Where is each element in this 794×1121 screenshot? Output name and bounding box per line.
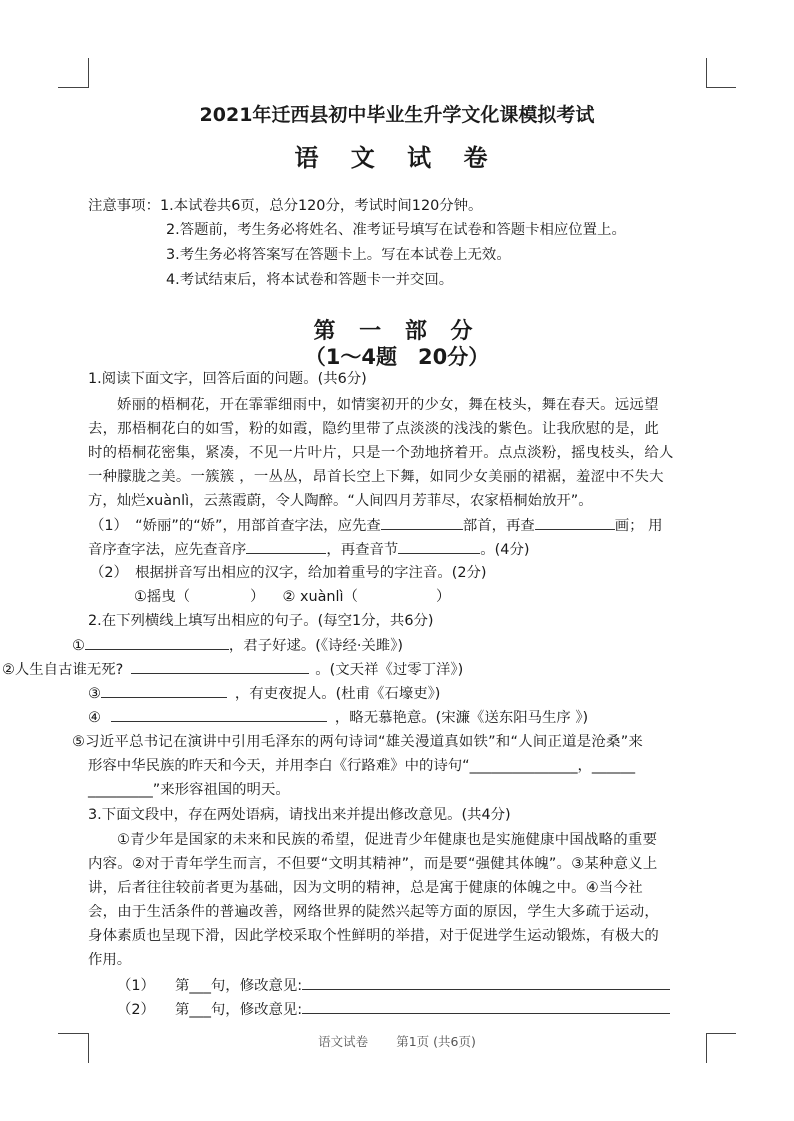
- notice-line-1: [88, 196, 482, 216]
- q1-sub2-close: ）: [435, 589, 451, 605]
- q3-passage-line: 会，由于生活条件的普遍改善，网络世界的陡然兴起等方面的原因，学生大多疏于运动，: [88, 904, 659, 920]
- q1-stem: 1.阅读下面文字，回答后面的问题。(共6分): [88, 371, 367, 387]
- answer-blank-strokes[interactable]: [535, 515, 615, 530]
- q2-text: ，君子好逑。(《诗经·关雎》): [228, 638, 403, 654]
- q3-answer-label: 第___句，修改意见:: [174, 978, 303, 994]
- q3-answer-label: 第___句，修改意见:: [174, 1002, 303, 1018]
- crop-mark-top-left-v: [88, 58, 89, 88]
- q1-sub1-text: （1） “娇丽”的“娇”，用部首查字法，应先查: [90, 518, 381, 534]
- q2-marker: ④: [88, 710, 101, 726]
- q3-passage-line: ①青少年是国家的未来和民族的希望，促进青少年健康也是实施健康中国战略的重要: [117, 832, 658, 848]
- q3-passage-line: 内容。②对于青年学生而言，不但要“文明其精神”，而是要“强健其体魄”。③某种意义上: [88, 856, 658, 872]
- answer-blank-revision-1[interactable]: [302, 975, 670, 990]
- q1-sub1-text: 。(4分): [480, 542, 530, 558]
- q1-sub2: （2） 根据拼音写出相应的汉字，给加着重号的字注音。(2分): [90, 565, 487, 581]
- q2-line-5: ⑤习近平总书记在演讲中引用毛泽东的两句诗词“雄关漫道真如铁”和“人间正道是沧桑”来: [72, 734, 644, 750]
- notice-item: 3.考生务必将答案写在答题卡上。写在本试卷上无效。: [166, 247, 511, 263]
- q3-answer-1: [117, 975, 670, 996]
- q1-sub2-answers: [134, 587, 450, 607]
- q2-marker: ③: [88, 686, 101, 702]
- q2-text: ，有吏夜捉人。(杜甫《石壕吏》): [234, 686, 441, 702]
- q2-line-4: [88, 707, 588, 728]
- exam-title: 2021年迁西县初中毕业生升学文化课模拟考试: [199, 104, 595, 126]
- q2-marker: ①: [72, 638, 85, 654]
- answer-blank-radical[interactable]: [381, 515, 463, 530]
- part-subtitle: （1～4题 20分）: [304, 345, 490, 369]
- q1-sub1-line-2: [88, 539, 529, 560]
- notice-label: 注意事项：: [88, 198, 160, 214]
- q3-answer-num: （1）: [117, 978, 155, 994]
- q3-answer-num: （2）: [117, 1002, 155, 1018]
- footer-page-number: 第1页 (共6页): [396, 1034, 476, 1049]
- crop-mark-top-left-h: [58, 87, 88, 88]
- q1-passage-line: 方，灿烂xuànlì，云蒸霞蔚，令人陶醉。“人间四月芳菲尽，农家梧桐始放开”。: [88, 493, 593, 509]
- q2-line-2: [2, 659, 463, 680]
- q2-stem: 2.在下列横线上填写出相应的句子。(每空1分，共6分): [88, 613, 434, 629]
- q1-sub1-text: 音序查字法，应先查音序: [88, 542, 247, 558]
- notice-item: 2.答题前，考生务必将姓名、准考证号填写在试卷和答题卡相应位置上。: [166, 222, 626, 238]
- q2-line-3: [88, 683, 440, 704]
- answer-blank-poem-3[interactable]: [101, 683, 227, 698]
- notice-item: 1.本试卷共6页，总分120分，考试时间120分钟。: [159, 198, 483, 214]
- q1-sub2-item-1: ①摇曳（: [134, 589, 191, 605]
- q1-sub2-item-2: ② xuànlì（: [282, 589, 358, 605]
- q3-passage-line: 身体素质也呈现下滑，因此学校采取个性鲜明的举措，对于促进学生运动锻炼，有极大的: [88, 928, 659, 944]
- q2-line-6: 形容中华民族的昨天和今天，并用李白《行路难》中的诗句“_______________，______: [88, 758, 636, 774]
- q3-answer-2: [117, 999, 670, 1020]
- answer-blank-syllable[interactable]: [398, 539, 480, 554]
- answer-blank-phonetic-letter[interactable]: [246, 539, 326, 554]
- answer-blank-poem-4[interactable]: [111, 707, 327, 722]
- subject-title: 语 文 试 卷: [294, 144, 500, 172]
- page-footer: [0, 1032, 794, 1050]
- q2-text: ，略无慕艳意。(宋濂《送东阳马生序 》): [334, 710, 589, 726]
- q1-sub2-close: ）: [250, 589, 265, 605]
- q2-text: 。(文天祥《过零丁洋》): [315, 662, 464, 678]
- q3-stem: 3.下面文段中，存在两处语病，请找出来并提出修改意见。(共4分): [88, 807, 511, 823]
- q1-sub1-line: [90, 515, 663, 536]
- q1-sub1-text: ，再查音节: [326, 542, 399, 558]
- q2-text: ②人生自古谁无死?: [2, 662, 124, 678]
- q1-passage-line: 去，那梧桐花白的如雪，粉的如霞，隐约里带了点淡淡的浅浅的紫色。让我欣慰的是，此: [88, 421, 659, 437]
- q3-passage-line: 作用。: [88, 952, 132, 968]
- notice-item: 4.考试结束后，将本试卷和答题卡一并交回。: [166, 272, 454, 288]
- q1-sub1-text: 部首，再查: [462, 518, 535, 534]
- answer-blank-poem-2[interactable]: [131, 659, 309, 674]
- q3-passage-line: 讲，后者往往较前者更为基础，因为文明的精神，总是寓于健康的体魄之中。④当今社: [88, 880, 643, 896]
- q2-line-1: [72, 635, 403, 656]
- q1-passage-line: 一种朦胧之美。一簇簇 ，一丛丛，昂首长空上下舞，如同少女美丽的裙裾，羞涩中不失大: [88, 469, 664, 485]
- footer-subject: 语文试卷: [318, 1034, 369, 1049]
- q1-passage-line: 时的梧桐花密集，紧凑，不见一片叶片，只是一个劲地挤着开。点点淡粉，摇曳枝头，给人: [88, 445, 674, 461]
- q1-passage-line: 娇丽的梧桐花，开在霏霏细雨中，如情窦初开的少女，舞在枝头，舞在春天。远远望: [117, 397, 659, 413]
- crop-mark-top-right-h: [706, 87, 736, 88]
- crop-mark-top-right-v: [706, 58, 707, 88]
- answer-blank-poem-1[interactable]: [85, 635, 229, 650]
- q1-sub1-text: 画； 用: [614, 518, 663, 534]
- q2-line-7: _________”来形容祖国的明天。: [88, 782, 290, 798]
- answer-blank-revision-2[interactable]: [302, 999, 670, 1014]
- part-title: 第 一 部 分: [313, 319, 481, 344]
